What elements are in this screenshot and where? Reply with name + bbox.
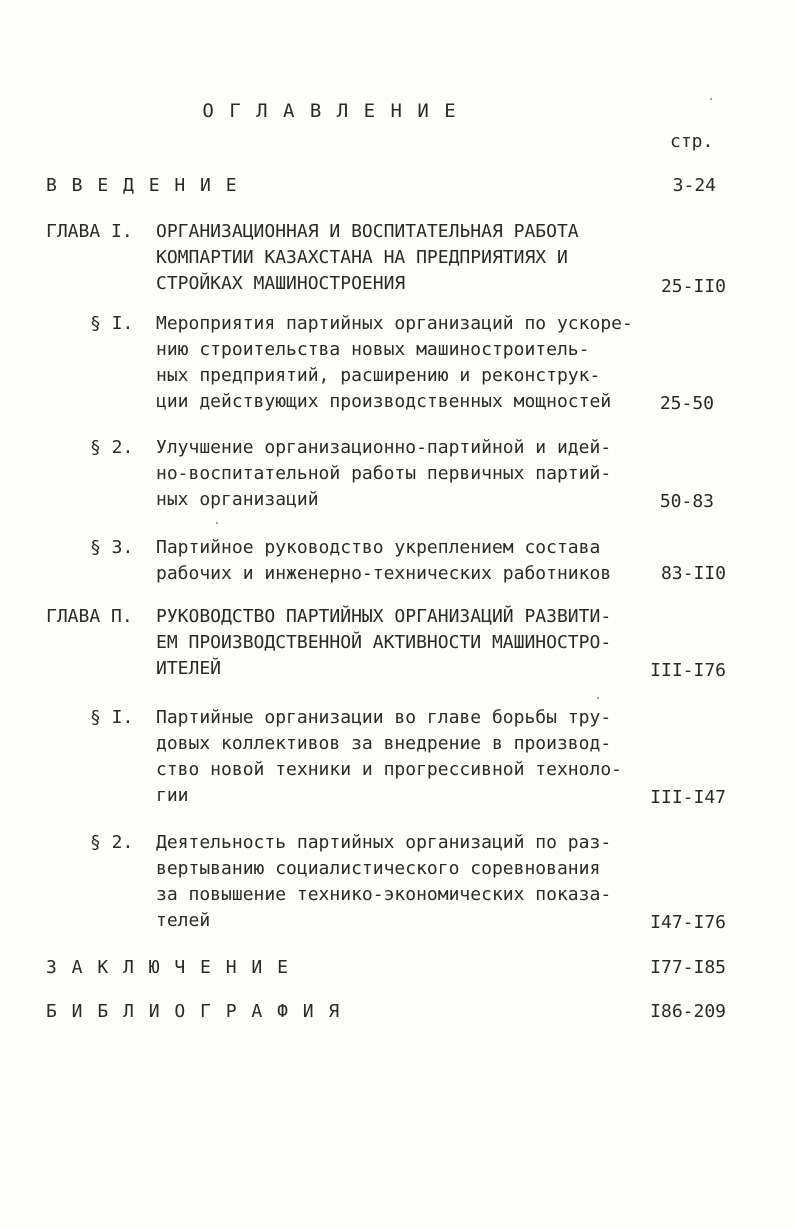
section-title-line: Мероприятия партийных организаций по ускоре-	[156, 313, 633, 334]
chapter-label: ГЛАВА П.	[46, 606, 133, 627]
section-title-line: ции действующих производственных мощностей	[156, 391, 612, 412]
chapter-title-line: СТРОЙКАХ МАШИНОСТРОЕНИЯ	[156, 273, 406, 294]
chapter-label: ГЛАВА I.	[46, 221, 133, 242]
section-pages: I47-I76	[650, 912, 726, 933]
section-title-line: рабочих и инженерно-технических работников	[156, 563, 612, 584]
chapter-title-line: РУКОВОДСТВО ПАРТИЙНЫХ ОРГАНИЗАЦИЙ РАЗВИТИ-	[156, 606, 612, 627]
entry-pages: 3-24	[672, 175, 716, 196]
section-title-line: довых коллективов за внедрение в производ-	[156, 733, 612, 754]
entry-label: В В Е Д Е Н И Е	[46, 175, 239, 196]
toc-entry-section-2-2[interactable]	[46, 830, 726, 936]
chapter-title-line: ЕМ ПРОИЗВОДСТВЕННОЙ АКТИВНОСТИ МАШИНОСТРО-	[156, 632, 612, 653]
chapter-title-line: КОМПАРТИИ КАЗАХСТАНА НА ПРЕДПРИЯТИЯХ И	[156, 247, 568, 268]
section-title-line: гии	[156, 785, 189, 806]
toc-entry-chapter-2[interactable]	[46, 604, 726, 684]
chapter-title-line: ИТЕЛЕЙ	[156, 658, 222, 679]
section-title-line: но-воспитательной работы первичных партий-	[156, 463, 612, 484]
section-label: § 2.	[90, 832, 134, 853]
toc-entry-section-1-2[interactable]	[46, 435, 726, 515]
scan-speck	[597, 697, 599, 699]
toc-entry-section-2-1[interactable]	[46, 705, 726, 811]
toc-entry-chapter-1[interactable]	[46, 219, 726, 299]
entry-label: Б И Б Л И О Г Р А Ф И Я	[46, 1001, 342, 1022]
page-column-header: стр.	[670, 131, 714, 152]
section-pages: 25-50	[659, 393, 714, 414]
section-title-line: телей	[156, 910, 211, 931]
section-pages: 83-II0	[660, 563, 726, 584]
scan-speck	[710, 98, 712, 100]
entry-pages: I86-209	[650, 1001, 726, 1022]
entry-label: З А К Л Ю Ч Е Н И Е	[46, 957, 290, 978]
section-title-line: Партийные организации во главе борьбы тру-	[156, 707, 612, 728]
section-label: § 2.	[90, 437, 134, 458]
chapter-title-line: ОРГАНИЗАЦИОННАЯ И ВОСПИТАТЕЛЬНАЯ РАБОТА	[156, 221, 579, 242]
section-title-line: Партийное руководство укреплением состава	[156, 537, 601, 558]
section-title-line: Деятельность партийных организаций по раз-	[156, 832, 612, 853]
section-label: § I.	[90, 313, 134, 334]
section-title-line: нию строительства новых машиностроитель-	[156, 339, 590, 360]
page-title: О Г Л А В Л Е Н И Е	[202, 100, 458, 122]
toc-entry-section-1-3[interactable]	[46, 535, 726, 589]
chapter-pages: 25-II0	[660, 276, 726, 297]
chapter-pages: III-I76	[650, 660, 726, 681]
entry-pages: I77-I85	[650, 957, 726, 978]
section-title-line: Улучшение организационно-партийной и идей-	[156, 437, 612, 458]
section-title-line: ных организаций	[156, 489, 319, 510]
section-pages: 50-83	[659, 491, 714, 512]
section-pages: III-I47	[650, 787, 726, 808]
section-label: § 3.	[90, 537, 134, 558]
section-title-line: ство новой техники и прогрессивной техноло-	[156, 759, 622, 780]
scan-speck	[216, 522, 218, 524]
section-title-line: за повышение технико-экономических показа-	[156, 884, 612, 905]
toc-entry-section-1-1[interactable]	[46, 311, 726, 417]
section-label: § I.	[90, 707, 134, 728]
section-title-line: вертыванию социалистического соревнования	[156, 858, 601, 879]
section-title-line: ных предприятий, расширению и реконструк-	[156, 365, 601, 386]
